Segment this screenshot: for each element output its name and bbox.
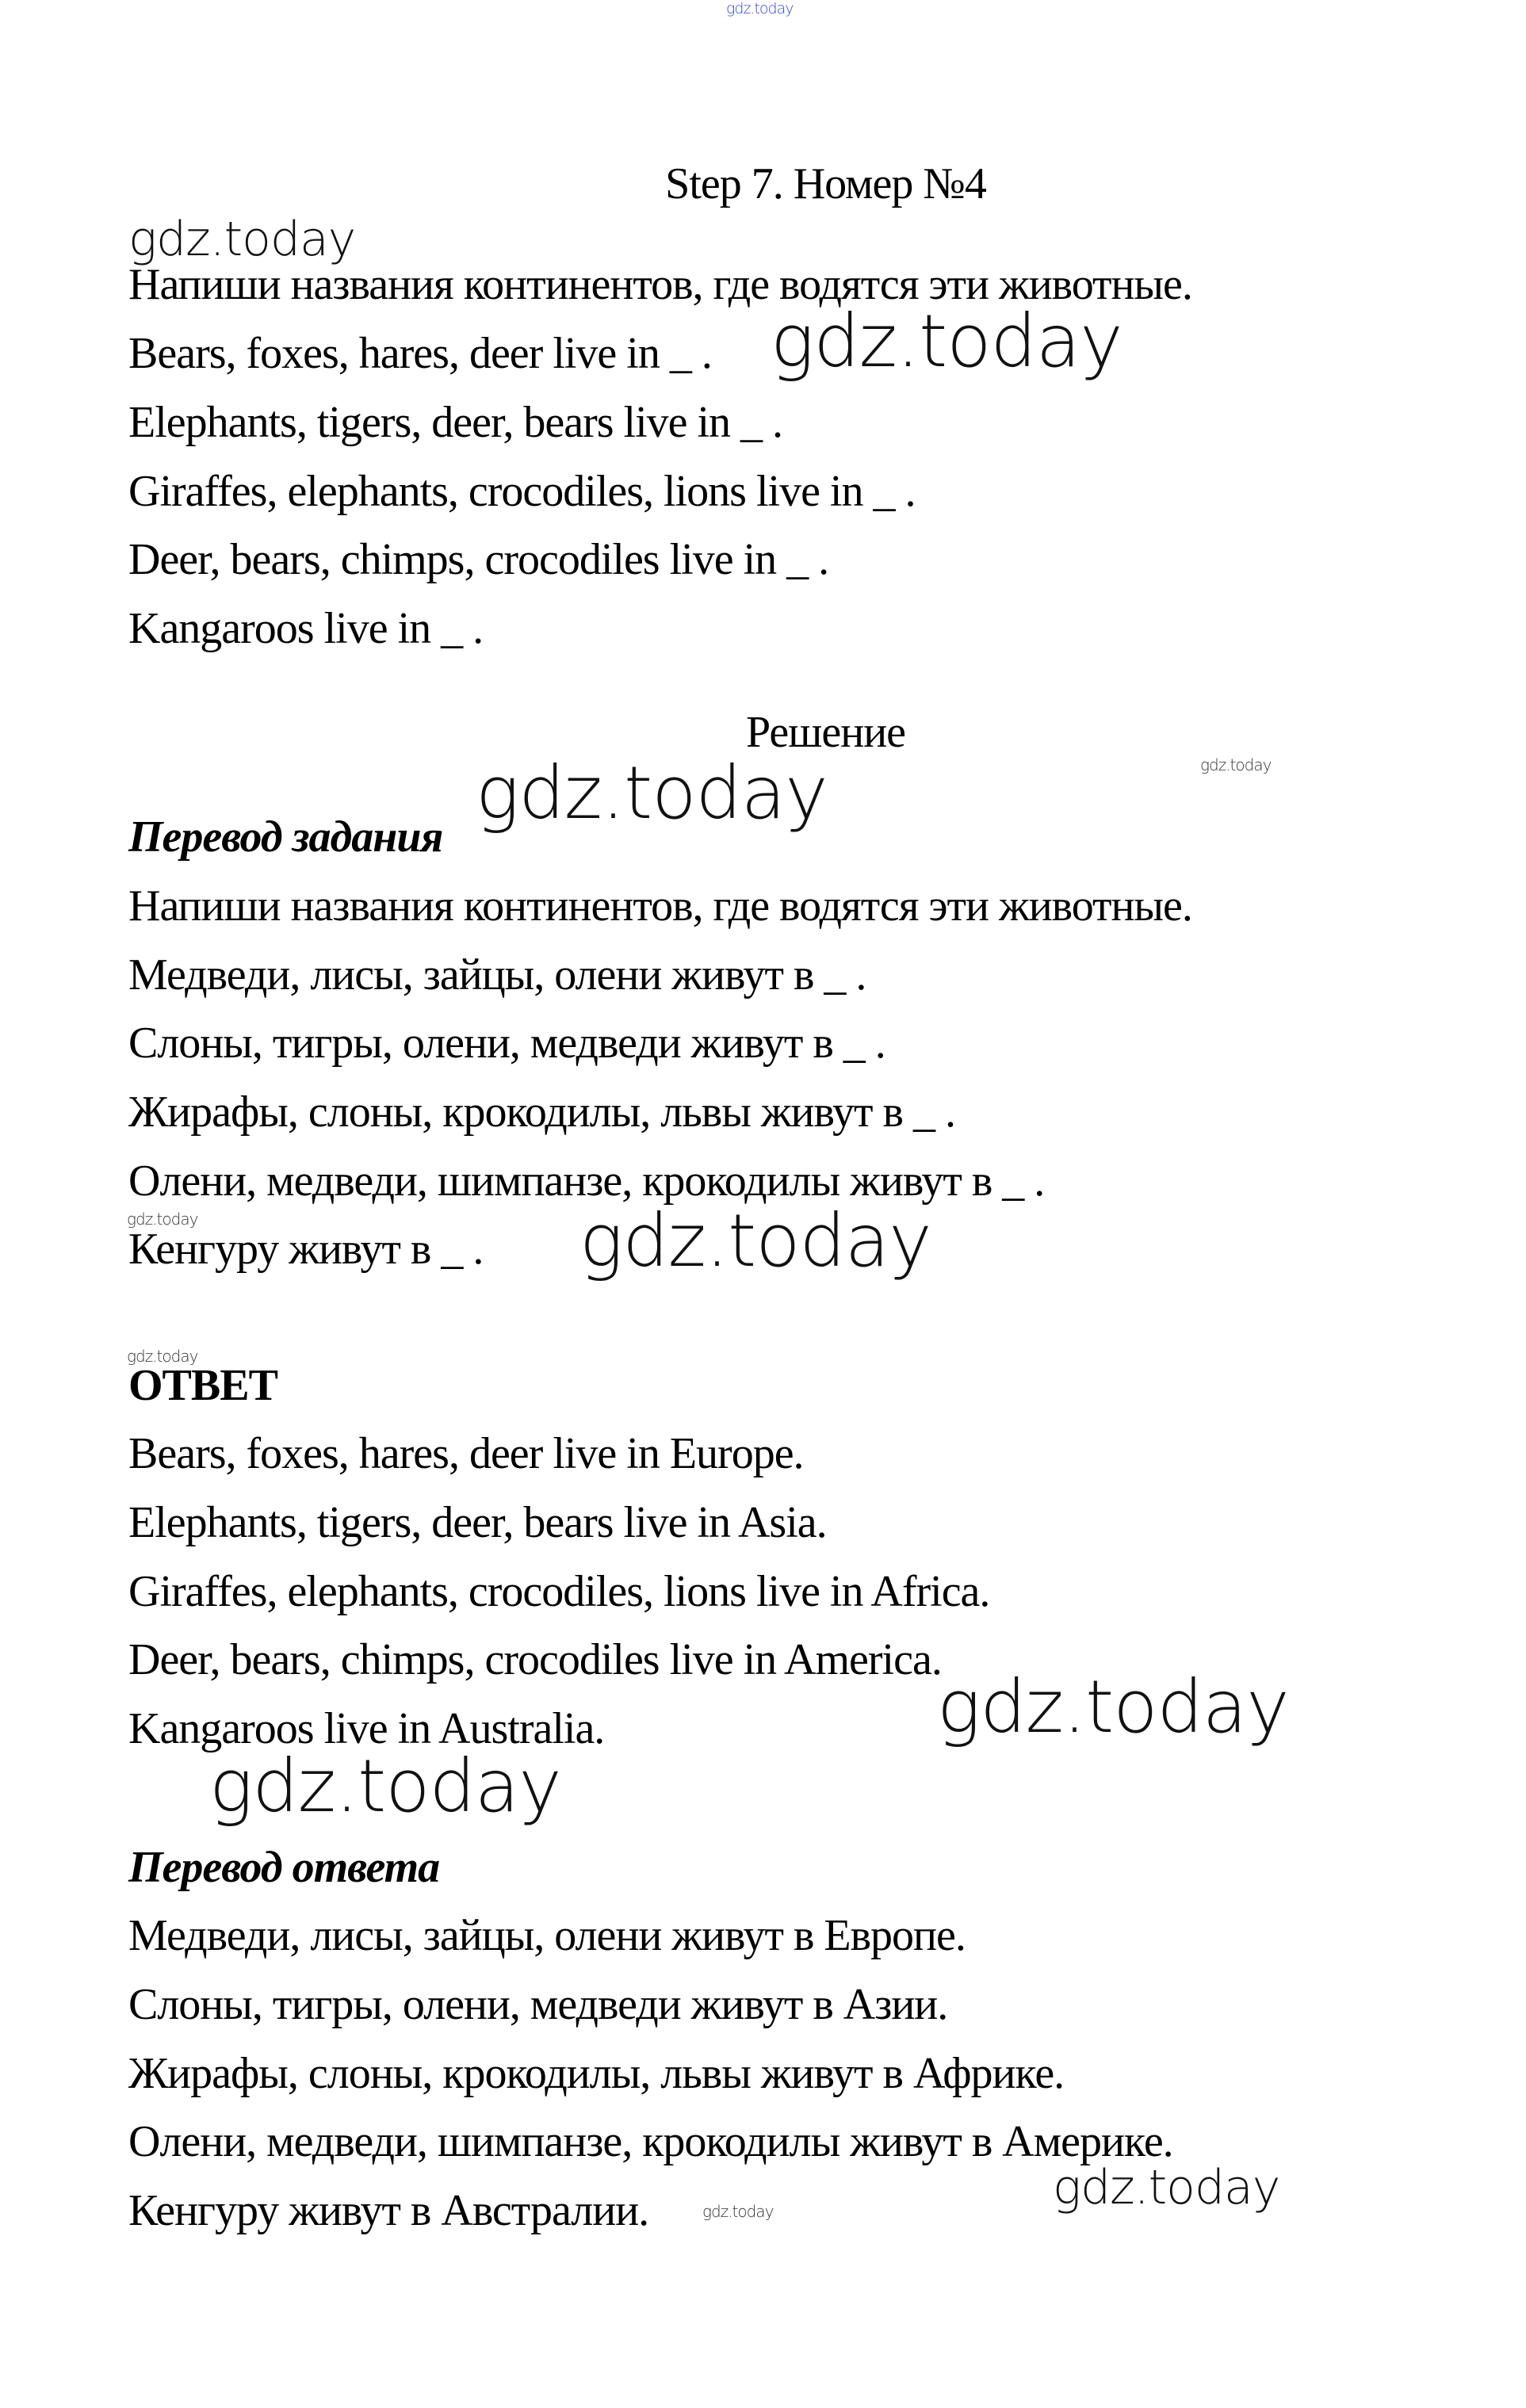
translation-instruction: Напиши названия континентов, где водятся эти животные. bbox=[128, 881, 1192, 931]
watermark: gdz.today bbox=[476, 751, 828, 835]
task-translation-heading: Перевод задания bbox=[128, 812, 443, 862]
answer-translation-line: Олени, медведи, шимпанзе, крокодилы живут в Америке. bbox=[128, 2117, 1173, 2166]
watermark: gdz.today bbox=[771, 299, 1123, 384]
watermark: gdz.today bbox=[726, 0, 794, 17]
watermark: gdz.today bbox=[1200, 755, 1272, 774]
task-line: Giraffes, elephants, crocodiles, lions live in _ . bbox=[128, 467, 916, 516]
watermark: gdz.today bbox=[702, 2202, 774, 2221]
translation-line: Медведи, лисы, зайцы, олени живут в _ . bbox=[128, 950, 866, 1000]
answer-line: Giraffes, elephants, crocodiles, lions live in Africa. bbox=[128, 1567, 990, 1616]
watermark: gdz.today bbox=[209, 1744, 561, 1829]
answer-translation-line: Медведи, лисы, зайцы, олени живут в Европе. bbox=[128, 1911, 966, 1960]
task-line: Kangaroos live in _ . bbox=[128, 604, 484, 653]
watermark: gdz.today bbox=[128, 212, 356, 267]
watermark: gdz.today bbox=[937, 1665, 1289, 1749]
translation-line: Кенгуру живут в _ . bbox=[128, 1225, 484, 1274]
watermark: gdz.today bbox=[127, 1347, 198, 1366]
translation-line: Слоны, тигры, олени, медведи живут в _ . bbox=[128, 1019, 885, 1068]
answer-line: Elephants, tigers, deer, bears live in Asia. bbox=[128, 1498, 827, 1547]
answer-line: Kangaroos live in Australia. bbox=[128, 1704, 605, 1753]
answer-translation-heading: Перевод ответа bbox=[128, 1843, 440, 1892]
translation-line: Жирафы, слоны, крокодилы, львы живут в _ . bbox=[128, 1087, 955, 1137]
answer-translation-line: Кенгуру живут в Австралии. bbox=[128, 2186, 649, 2235]
answer-translation-line: Слоны, тигры, олени, медведи живут в Азии. bbox=[128, 1980, 948, 2029]
page-title: Step 7. Номер №4 bbox=[665, 159, 986, 208]
translation-line: Олени, медведи, шимпанзе, крокодилы живут в _ . bbox=[128, 1156, 1045, 1206]
watermark: gdz.today bbox=[127, 1210, 198, 1229]
task-line: Bears, foxes, hares, deer live in _ . bbox=[128, 329, 712, 378]
solution-label: Решение bbox=[745, 708, 906, 757]
answer-line: Deer, bears, chimps, crocodiles live in America. bbox=[128, 1635, 942, 1684]
task-line: Elephants, tigers, deer, bears live in _ . bbox=[128, 398, 783, 447]
answer-translation-line: Жирафы, слоны, крокодилы, львы живут в Африке. bbox=[128, 2049, 1065, 2098]
answer-line: Bears, foxes, hares, deer live in Europe. bbox=[128, 1429, 804, 1478]
task-line: Deer, bears, chimps, crocodiles live in _ . bbox=[128, 535, 829, 584]
watermark: gdz.today bbox=[1053, 2160, 1280, 2215]
task-instruction: Напиши названия континентов, где водятся эти животные. bbox=[128, 260, 1192, 309]
watermark: gdz.today bbox=[579, 1198, 931, 1283]
answer-heading: ОТВЕТ bbox=[128, 1361, 277, 1410]
